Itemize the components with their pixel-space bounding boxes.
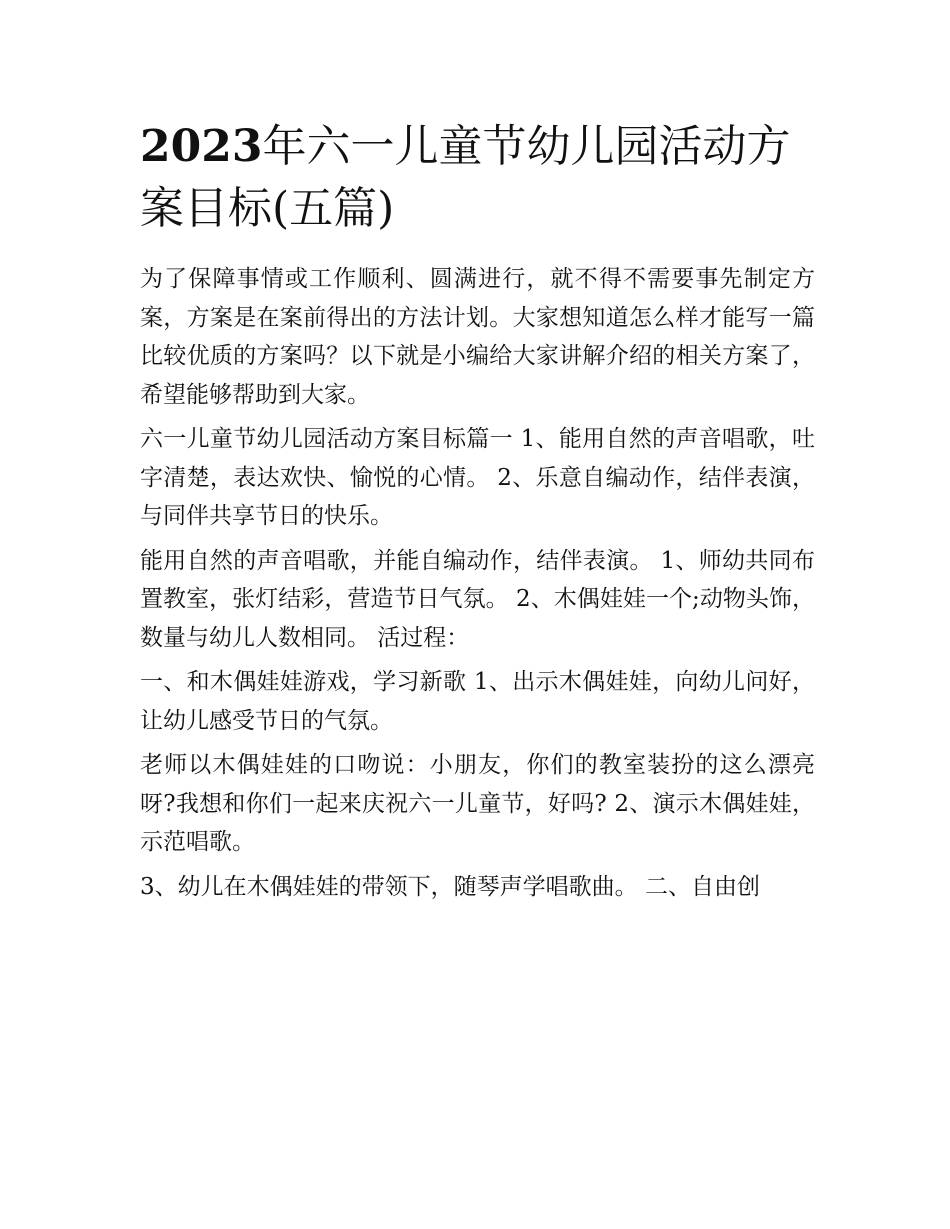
paragraph-intro: 为了保障事情或工作顺利、圆满进行，就不得不需要事先制定方案，方案是在案前得出的方法计划。大家想知道怎么样才能写一篇比较优质的方案吗？以下就是小编给大家讲解介绍的相关方案了，希望能够帮助到大家。 bbox=[140, 266, 815, 408]
page-title bbox=[140, 116, 815, 240]
paragraph-teacher-speech: 老师以木偶娃娃的口吻说：小朋友，你们的教室装扮的这么漂亮呀?我想和你们一起来庆祝六一儿童节，好吗? 2、演示木偶娃娃，示范唱歌。 bbox=[140, 752, 815, 855]
paragraph-step-three: 3、幼儿在木偶娃娃的带领下，随琴声学唱歌曲。 二、自由创 bbox=[140, 873, 760, 900]
paragraph-goals: 六一儿童节幼儿园活动方案目标篇一 1、能用自然的声音唱歌，吐字清楚，表达欢快、愉悦的心情。 2、乐意自编动作，结伴表演，与同伴共享节日的快乐。 bbox=[140, 426, 815, 529]
document-content bbox=[140, 116, 815, 912]
title-text: 年六一儿童节幼儿园活动方案目标(五篇) bbox=[140, 121, 791, 234]
title-year: 2023 bbox=[140, 121, 263, 172]
paragraph-step-one: 一、和木偶娃娃游戏，学习新歌 1、出示木偶娃娃，向幼儿问好，让幼儿感受节日的气氛。 bbox=[140, 669, 815, 734]
paragraph-preparation: 能用自然的声音唱歌，并能自编动作，结伴表演。 1、师幼共同布置教室，张灯结彩，营造节日气氛。 2、木偶娃娃一个;动物头饰，数量与幼儿人数相同。 活过程： bbox=[140, 547, 815, 651]
